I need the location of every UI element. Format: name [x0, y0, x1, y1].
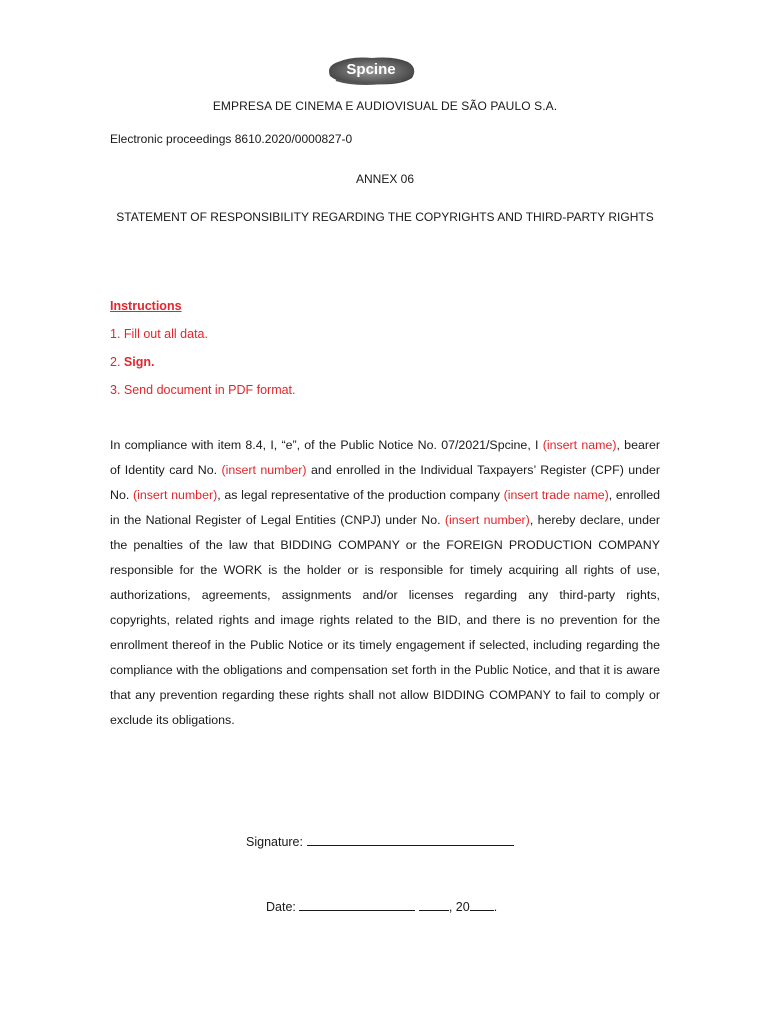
date-end: . [493, 900, 498, 914]
declaration-text-4: , as legal representative of the production company [217, 488, 504, 502]
declaration-text-1: In compliance with item 8.4, I, “e”, of the Public Notice No. 07/2021/Spcine, I [110, 438, 543, 452]
date-day-month-line[interactable] [299, 897, 415, 911]
date-label: Date: [266, 900, 296, 914]
date-row [266, 897, 497, 914]
signature-row [246, 832, 514, 849]
declaration-paragraph [110, 433, 660, 733]
placeholder-trade-name: (insert trade name) [503, 488, 609, 502]
company-name: EMPRESA DE CINEMA E AUDIOVISUAL DE SÃO PAULO S.A. [212, 99, 558, 113]
date-year-line[interactable] [470, 897, 494, 911]
signature-line[interactable] [307, 832, 514, 846]
instruction-step-2-bold: Sign. [123, 355, 155, 369]
instructions-title: Instructions [110, 299, 182, 313]
declaration-text-5: , enrolled in the National Register of Legal Entities (CNPJ) under No. [110, 488, 660, 527]
placeholder-cpf-number: (insert number) [132, 488, 218, 502]
instruction-step-2-prefix: 2. [110, 355, 124, 369]
annex-title: ANNEX 06 [355, 172, 415, 186]
proceedings-number: Electronic proceedings 8610.2020/0000827-0 [110, 132, 353, 146]
signature-label: Signature: [246, 835, 303, 849]
placeholder-name: (insert name) [542, 438, 617, 452]
instruction-step-3: 3. Send document in PDF format. [110, 383, 296, 397]
date-separator-2: , 20 [448, 900, 470, 914]
placeholder-cnpj-number: (insert number) [444, 513, 530, 527]
spcine-logo [322, 52, 420, 88]
instruction-step-2 [110, 348, 296, 376]
instructions-block [110, 292, 296, 404]
date-day-line[interactable] [419, 897, 449, 911]
declaration-text-2: , bearer of Identity card No. [110, 438, 661, 477]
declaration-text-6: , hereby declare, under the penalties of the law that BIDDING COMPANY or the FOREIGN PRODUCTION COMPANY responsible for the WORK is the holder or is responsible for timely acquiring all rights of use, authorizations, agreements, assignments and/or licenses regarding any third-party rights, copyrights, related rights and image rights related to the BID, and there is no prevention for the enrollment thereof in the Public Notice or its timely engagement if selected, including regarding the compliance with the obligations and compensation set forth in the Public Notice, and that it is aware that any prevention regarding these rights shall not allow BIDDING COMPANY to fail to comply or exclude its obligations. [110, 513, 660, 727]
statement-title: STATEMENT OF RESPONSIBILITY REGARDING THE COPYRIGHTS AND THIRD-PARTY RIGHTS [116, 210, 654, 224]
logo-text: Spcine [346, 61, 396, 78]
declaration-text-3: and enrolled in the Individual Taxpayers’ Register (CPF) under No. [110, 463, 660, 502]
placeholder-identity-number: (insert number) [221, 463, 307, 477]
instruction-step-1: 1. Fill out all data. [110, 327, 208, 341]
